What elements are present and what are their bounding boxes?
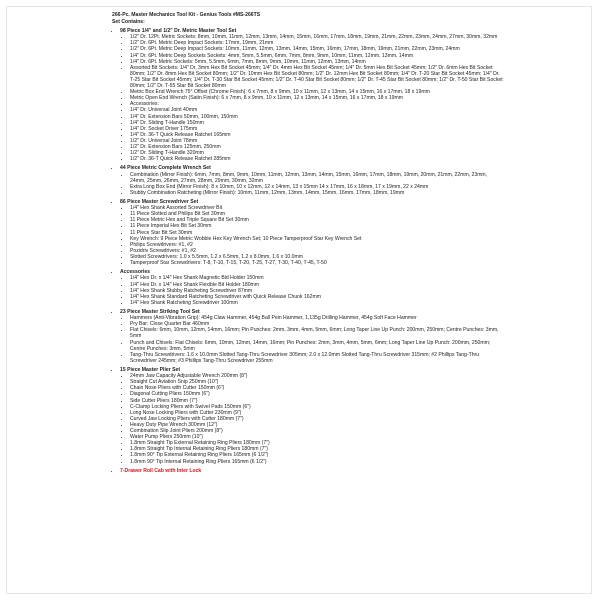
list-item: • 1/4" Dr. 36-T Quick Release Ratchet 165mm: [130, 132, 504, 138]
list-item: • Stubby Combination Ratcheting (Mirror Finish): 10mm, 11mm, 12mm, 13mm, 14mm, 15mm, 16mm, 17mm, 18mm, 19mm: [130, 190, 504, 196]
list-item: • 1/2" Dr. 36-T Quick Release Ratchet 285mm: [130, 156, 504, 162]
section-heading: • Accessories: [120, 269, 151, 276]
set-section: [120, 309, 504, 364]
list-item: • 1/4" Dr. Socket Driver 175mm: [130, 126, 504, 132]
set-section: [120, 28, 504, 162]
set-list: [112, 28, 504, 474]
list-item: • 1/4" Hex Shank Assorted Screwdriver Bit: [130, 205, 504, 211]
list-item: • 1/4" Dr. Universal Joint 40mm: [130, 107, 504, 113]
list-item: • Punch and Chisels: Flat Chisels: 6mm, 10mm, 12mm, 14mm, 16mm; Pin Punches: 2mm, 3mm, 4mm, 5mm, 6mm; Long Taper Line Up Punch: 200mm, 250mm; Centre Punches: 3mm, 5mm: [130, 340, 504, 352]
list-item: • Slotted Screwdrivers: 1.0 x 5.5mm, 1.2 x 6.5mm, 1.2 x 8.0mm, 1.6 x 10.0mm: [130, 254, 504, 260]
section-item-list: [120, 34, 504, 162]
list-item: • Curved Jaw Locking Pliers with Cutter 180mm (7"): [130, 416, 504, 422]
list-item: • Chain Nose Pliers with Cutter 150mm (6"): [130, 385, 504, 391]
list-item: • 1.8mm Straight Tip Internal Retaining Ring Pliers 180mm (7"): [130, 446, 504, 452]
list-item: • C-Clamp Locking Pliers with Swivel Pads 150mm (6"): [130, 404, 504, 410]
section-item-list: [120, 172, 504, 196]
section-heading: • 15 Piece Master Plier Set: [120, 367, 181, 374]
list-item: • 1/4" Dr. Extension Bars 50mm, 100mm, 150mm: [130, 114, 504, 120]
list-item: • 11 Piece Star Bit Set 30mm: [130, 230, 504, 236]
list-item: • Water Pump Pliers 250mm (10"): [130, 434, 504, 440]
list-item: • Diagonal Cutting Pliers 150mm (6"): [130, 391, 504, 397]
product-title: 266-Pc. Master Mechanics Tool Kit - Genius Tools #MS-266TS: [112, 12, 261, 18]
section-heading: • 98 Piece 1/4" and 1/2" Dr. Metric Master Tool Set: [120, 28, 237, 35]
list-item: • Combination Slip Joint Pliers 200mm (8"): [130, 428, 504, 434]
list-item: • Side Cutter Pliers 180mm (7"): [130, 398, 504, 404]
list-item: • Tamperproof Star Screwdrivers: T-8, T-10, T-15, T-20, T-25, T-27, T-30, T-40, T-45, T-50: [130, 260, 504, 266]
list-item: • Metric Box End Wrench 75° Offset (Chrome Finish): 6 x 7mm, 8 x 9mm, 10 x 11mm, 12 x 13mm, 14 x 15mm, 16 x 17mm, 18 x 19mm: [130, 89, 504, 95]
list-item: • Pry Bar: Close Quarter Bar 460mm: [130, 321, 504, 327]
product-description: [112, 12, 504, 477]
list-item: • 1/4" Hex Shank Standard Ratcheting Screwdriver with Quick Release Chunk 162mm: [130, 294, 504, 300]
list-item: • Pozidriv Screwdrivers: #1, #2: [130, 248, 504, 254]
section-item-list: [120, 275, 504, 305]
list-item: • Accessories:: [130, 101, 504, 107]
section-heading: • 86 Piece Master Screwdriver Set: [120, 199, 199, 206]
list-item: • Long Nose Locking Pliers with Cutter 230mm (9"): [130, 410, 504, 416]
list-item: • 11 Piece Slotted and Philips Bit Set 30mm: [130, 211, 504, 217]
list-item: • 11 Piece Imperial Hex Bit Set 30mm: [130, 223, 504, 229]
list-item: • Metric Open End Wrench (Satin Finish): 6 x 7mm, 8 x 9mm, 10 x 11mm, 12 x 13mm, 14 x 15mm, 16 x 17mm, 18 x 19mm: [130, 95, 504, 101]
list-item: • 1/2" Dr. Extension Bars 125mm, 250mm: [130, 144, 504, 150]
list-item: • Assorted Bit Sockets: 1/4" Dr. 3mm Hex Bit Socket 45mm; 1/4" Dr. 4mm Hex Bit Socket 45mm; 1/4" Dr. 5mm Hex Bit Socket 45mm; 1/2" Dr. 6mm Hex Bit Socket 80mm; 1/2" Dr. 8mm Hex Bit Socket 80mm; 1/2" Dr. 10mm Hex Bit Socket 80mm; 1/2" Dr. 12mm Hex Bit Socket 80mm; 1/4" Dr. T-20 Star Bit Socket 45mm; 1/4" Dr. T-25 Star Bit Socket 45mm; 1/4" Dr. T-30 Star Bit Socket 45mm; 1/2" Dr. T-40 Star Bit Socket 80mm; 1/2" Dr. T-45 Star Bit Socket 80mm; 1/2" Dr. T-50 Star Bit Socket 80mm; 1/2" Dr. T-55 Star Bit Socket 80mm: [130, 65, 504, 89]
set-section: [120, 199, 504, 266]
list-item: • Hammers (Anti-Vibration Grip): 454g Claw Hammer, 454g Ball Pein Hammer, 1,135g Drilling Hammer, 454g Soft Face Hammer: [130, 315, 504, 321]
list-item: • 1.8mm 90° Tip Internal Retaining Ring Pliers 165mm (6 1/2"): [130, 459, 504, 465]
list-item: • Combination (Mirror Finish): 6mm, 7mm, 8mm, 9mm, 10mm, 11mm, 12mm, 13mm, 14mm, 15mm, 16mm, 17mm, 18mm, 19mm, 20mm, 21mm, 22mm, 23mm, 24mm, 25mm, 26mm, 27mm, 28mm, 29mm, 30mm, 32mm: [130, 172, 504, 184]
section-heading: • 44 Piece Metric Complete Wrench Set: [120, 165, 211, 172]
list-item: • 1/2" Dr. Universal Joint 78mm: [130, 138, 504, 144]
list-item: • 1/4" Dr. Sliding T-Handle 150mm: [130, 120, 504, 126]
list-item: • Straight Cut Aviation Snip 250mm (10"): [130, 379, 504, 385]
list-item: • 1/4" Hex Dr. x 1/4" Hex Shank Magnetic Bid Holder 150mm: [130, 275, 504, 281]
list-item: • 1/4" Dr. 6Pt. Metric Sockets: 5mm, 5.5mm, 6mm, 7mm, 8mm, 9mm, 10mm, 11mm, 12mm, 13mm, 14mm: [130, 59, 504, 65]
list-item: • 1/4" Hex Shank Stubby Ratcheting Screwdriver 87mm: [130, 288, 504, 294]
set-section: [120, 269, 504, 306]
list-item: • Key Wrench: 9 Piece Metric Wobble Hex Key Wrench Set; 10 Piece Tamperproof Star Key Wrench Set: [130, 236, 504, 242]
list-item: • 1/4" Hex Dr. x 1/4" Hex Shank Flexible Bit Holder 180mm: [130, 282, 504, 288]
list-item: • 11 Piece Metric Hex and Triple Square Bit Set 30mm: [130, 217, 504, 223]
list-item: • 1/4" Hex Shank Ratcheting Screwdriver 100mm: [130, 300, 504, 306]
list-item: • 1/2" Dr. 12Pt. Metric Sockets: 8mm, 10mm, 11mm, 12mm, 13mm, 14mm, 15mm, 16mm, 17mm, 18mm, 19mm, 21mm, 22mm, 23mm, 24mm, 27mm, 30mm, 32mm: [130, 34, 504, 40]
set-section: [120, 165, 504, 195]
section-item-list: [120, 315, 504, 364]
list-item: • 1.8mm Straight Tip External Retaining Ring Pliers 180mm (7"): [130, 440, 504, 446]
list-item: • Extra Long Box End (Mirror Finish): 8 x 10mm, 10 x 12mm, 12 x 14mm, 13 x 15mm 14 x 17mm, 16 x 18mm, 17 x 19mm, 22 x 24mm: [130, 184, 504, 190]
list-item: • Flat Chisels: 6mm, 10mm, 12mm, 14mm, 16mm; Pin Punches: 2mm, 3mm, 4mm, 5mm, 6mm; Long Taper Line Up Punch: 200mm, 250mm; Centre Punches: 3mm, 5mm: [130, 327, 504, 339]
list-item: • 1.8mm 90° Tip External Retaining Ring Pliers 165mm (6 1/2"): [130, 452, 504, 458]
list-item: • 24mm Jaw Capacity Adjustable Wrench 200mm (8"): [130, 373, 504, 379]
roll-cab-label: 7-Drawer Roll Cab with Inter Lock: [120, 467, 202, 474]
list-item: • 1/4" Dr. 6Pt. Metric Deep Sockets Sockets: 4mm, 5mm, 5.5mm, 6mm, 7mm, 8mm, 9mm, 10mm, 11mm, 12mm, 13mm, 14mm: [130, 53, 504, 59]
footer-item: [120, 468, 504, 474]
list-item: • 1/2" Dr. Sliding T-Handle 320mm: [130, 150, 504, 156]
list-item: • Tang-Thru Screwdrivers: 1.6 x 10.0mm Slotted Tang-Thru Screwdriver 305mm; 2.0 x 12.0mm Slotted Tang-Thru Screwdriver 315mm; #2 Phillips Tang-Thru Screwdriver 245mm; #3 Phillips Tang-Thru Screwdriver 255mm: [130, 352, 504, 364]
list-item: • Philips Screwdrivers: #1, #2: [130, 242, 504, 248]
set-section: [120, 367, 504, 465]
list-item: • Heavy Duty Pipe Wrench 300mm (12"): [130, 422, 504, 428]
section-item-list: [120, 205, 504, 266]
list-item: • 1/2" Dr. 6Pt. Metric Deep Impact Sockets: 17mm, 19mm, 21mm: [130, 40, 504, 46]
section-heading: • 23 Piece Master Striking Tool Set: [120, 309, 200, 316]
list-item: • 1/2" Dr. 6Pt. Metric Deep Impact Sockets: 10mm, 11mm, 12mm, 13mm, 14mm, 15mm, 16mm, 17mm, 18mm, 19mm, 21mm, 22mm, 23mm, 24mm: [130, 46, 504, 52]
section-item-list: [120, 373, 504, 464]
set-contains-heading: Set Contains:: [112, 19, 145, 26]
